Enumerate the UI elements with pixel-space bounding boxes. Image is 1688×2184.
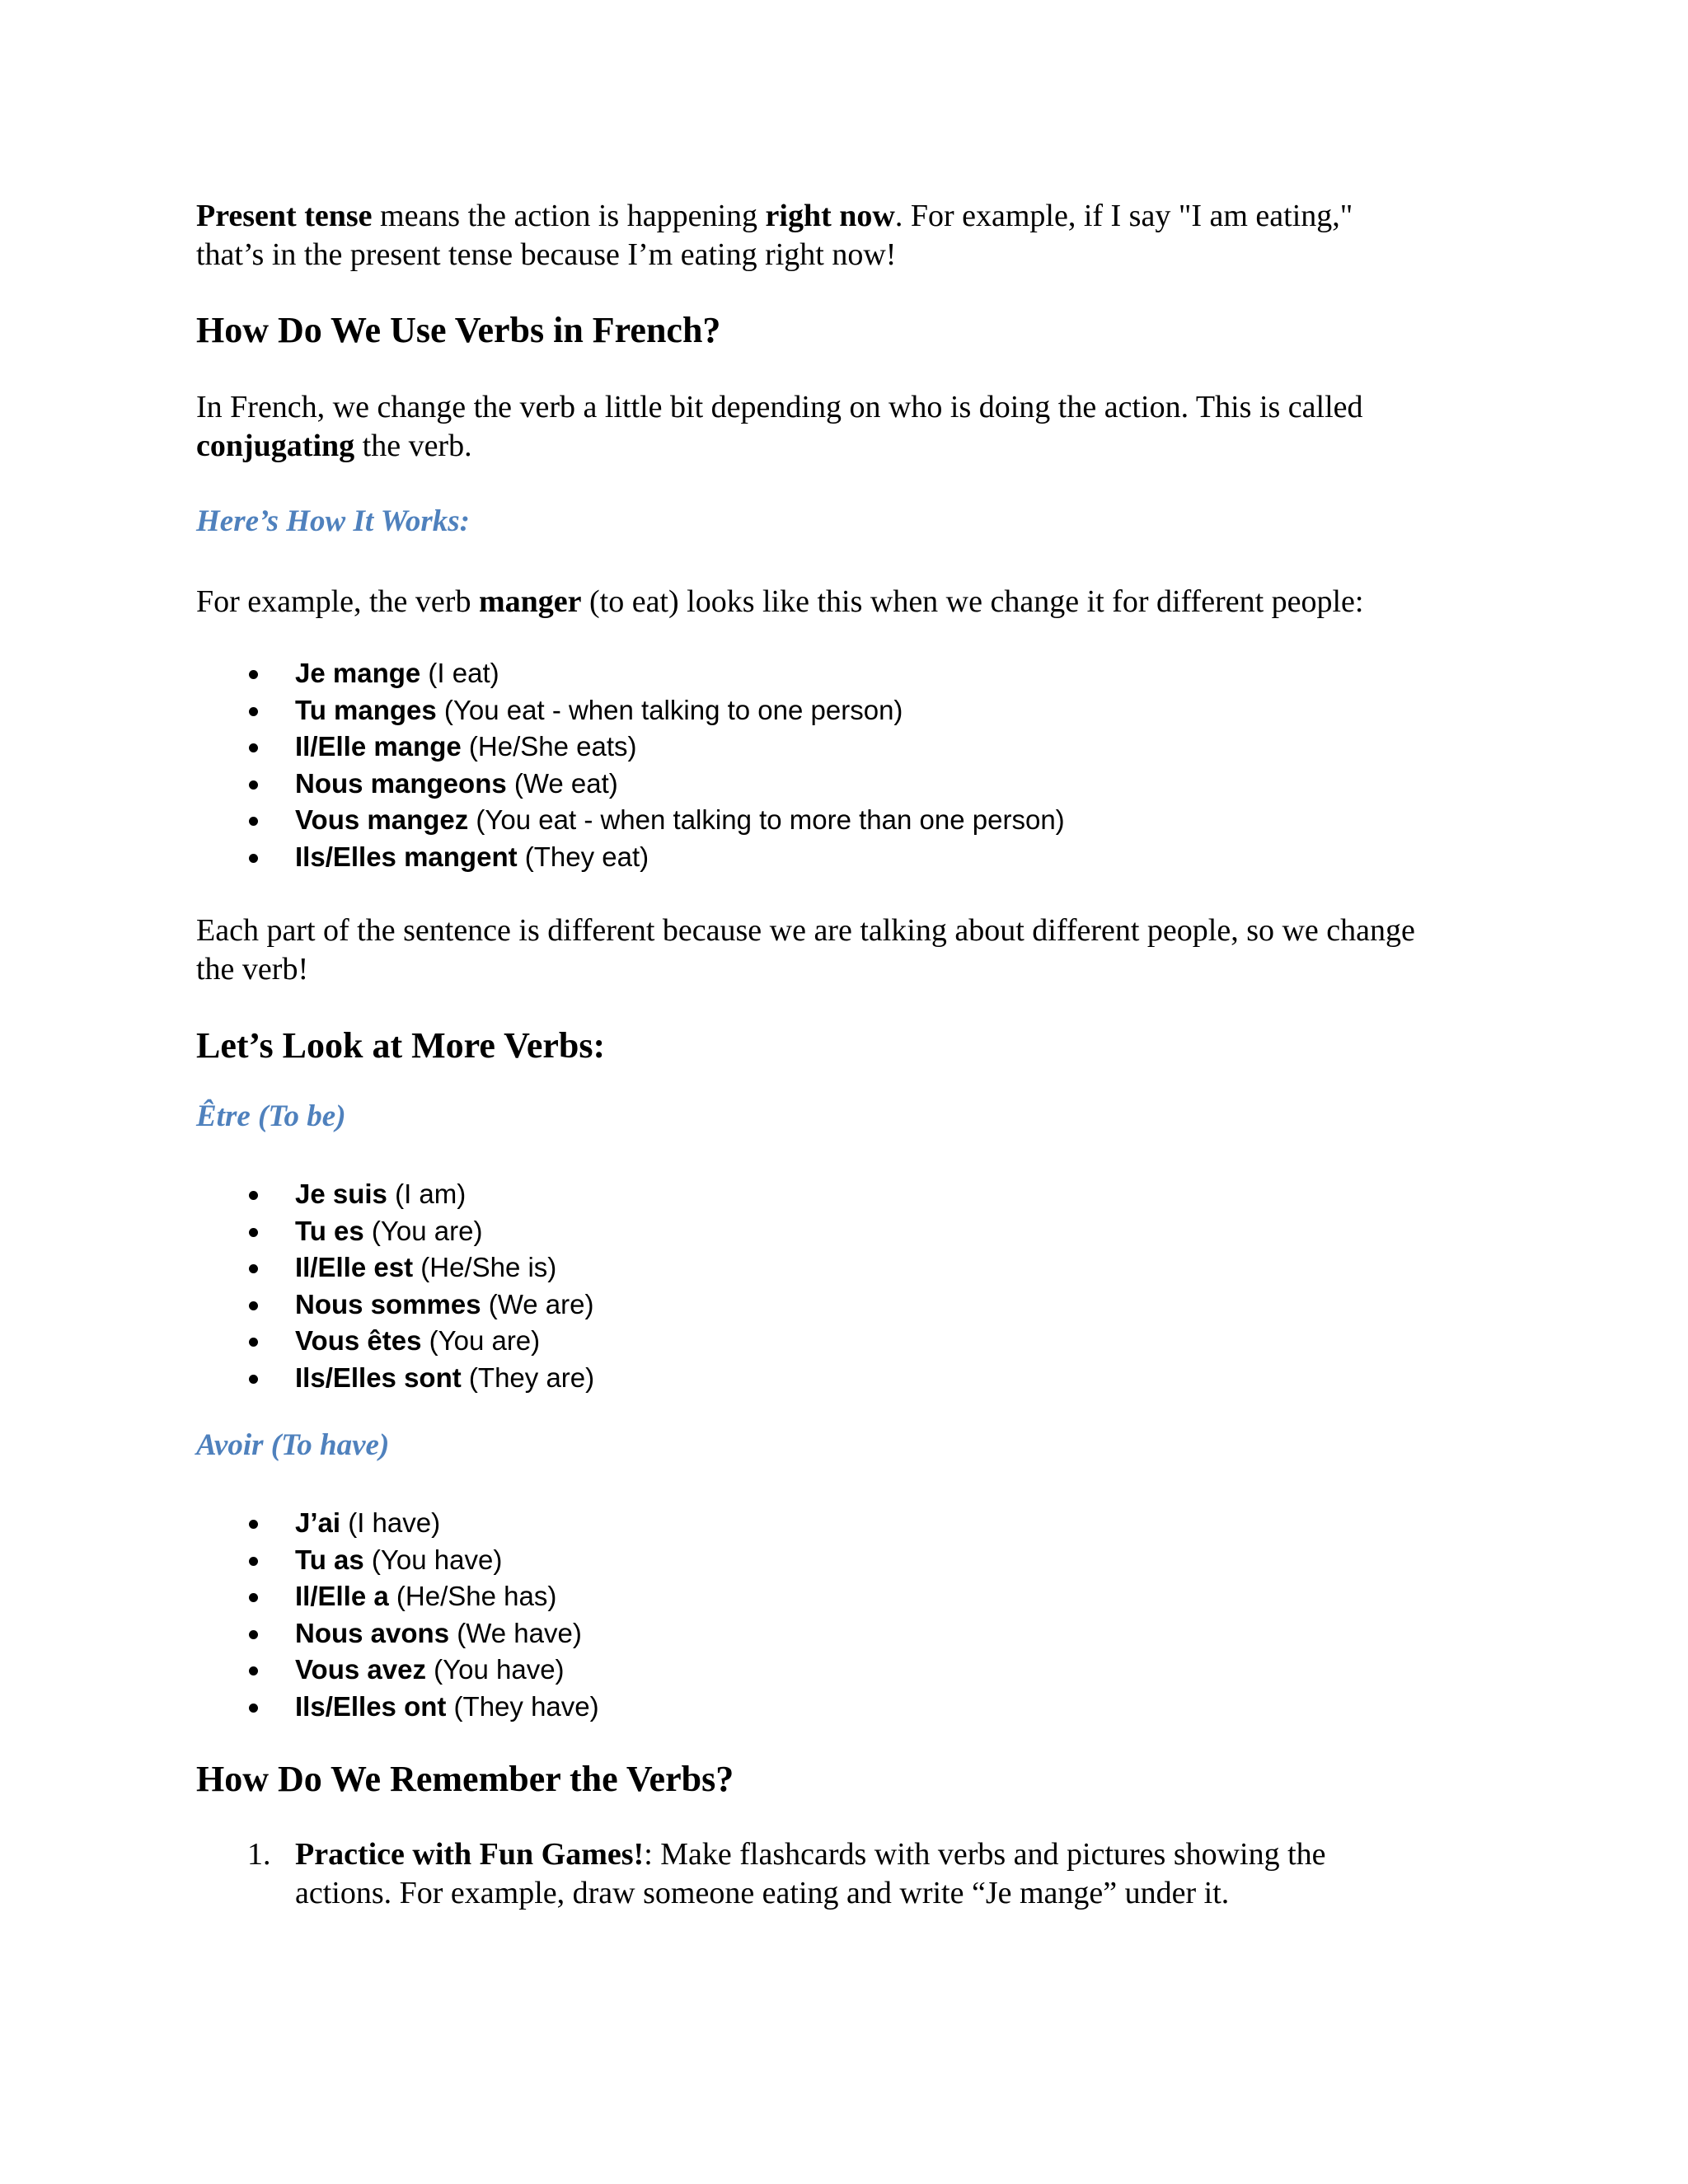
list-item: Il/Elle est (He/She is): [196, 1249, 1498, 1286]
list-item: Tu es (You are): [196, 1213, 1498, 1250]
bullet-icon: [249, 1630, 258, 1639]
bullet-icon: [249, 1338, 258, 1347]
list-item: Vous êtes (You are): [196, 1323, 1498, 1360]
avoir-conjugation-list: [196, 1505, 1498, 1725]
conjugating-paragraph: In French, we change the verb a little bit depending on who is doing the action. This is called conjugating the verb.: [196, 390, 1363, 463]
bullet-icon: [249, 707, 258, 716]
tips-list: [196, 1835, 1498, 1913]
bullet-icon: [249, 1704, 258, 1713]
bullet-icon: [249, 670, 258, 679]
bullet-icon: [249, 1375, 258, 1384]
list-item: 1. Practice with Fun Games!: Make flashcards with verbs and pictures showing the actions. For example, draw someone eating and write “Je mange” under it.: [247, 1837, 1326, 1910]
bullet-icon: [249, 1557, 258, 1566]
list-item: Ils/Elles ont (They have): [196, 1689, 1498, 1726]
bullet-icon: [249, 1191, 258, 1200]
intro-paragraph: Present tense means the action is happening right now. For example, if I say "I am eating," that’s in the present tense because I’m eating right now!: [196, 199, 1353, 272]
subheading-how-it-works: Here’s How It Works:: [196, 504, 470, 538]
bullet-icon: [249, 1593, 258, 1602]
list-item: Vous avez (You have): [196, 1652, 1498, 1689]
list-item: Tu manges (You eat - when talking to one person): [196, 692, 1498, 729]
list-item: Je suis (I am): [196, 1176, 1498, 1213]
etre-conjugation-list: [196, 1176, 1498, 1396]
subheading-etre: Être (To be): [196, 1099, 346, 1133]
list-item: Il/Elle a (He/She has): [196, 1578, 1498, 1615]
list-item: Nous avons (We have): [196, 1615, 1498, 1652]
list-item: Tu as (You have): [196, 1542, 1498, 1579]
section-heading-remember-verbs: How Do We Remember the Verbs?: [196, 1759, 734, 1799]
list-item: Vous mangez (You eat - when talking to more than one person): [196, 802, 1498, 839]
document-page: [196, 183, 1498, 1913]
list-item: Je mange (I eat): [196, 655, 1498, 692]
manger-intro-paragraph: For example, the verb manger (to eat) looks like this when we change it for different people:: [196, 584, 1364, 619]
list-item: Ils/Elles mangent (They eat): [196, 839, 1498, 876]
each-part-paragraph: Each part of the sentence is different because we are talking about different people, so we change the verb!: [196, 913, 1415, 987]
list-item: Ils/Elles sont (They are): [196, 1360, 1498, 1397]
term-conjugating: conjugating: [196, 429, 355, 463]
bullet-icon: [249, 817, 258, 826]
term-right-now: right now: [765, 199, 895, 233]
manger-conjugation-list: [196, 655, 1498, 875]
list-item: Il/Elle mange (He/She eats): [196, 729, 1498, 766]
term-manger: manger: [478, 584, 582, 619]
tip-title: Practice with Fun Games!: [295, 1837, 645, 1872]
section-heading-use-verbs: How Do We Use Verbs in French?: [196, 310, 721, 350]
bullet-icon: [249, 743, 258, 752]
bullet-icon: [249, 1264, 258, 1273]
subheading-avoir: Avoir (To have): [196, 1428, 390, 1462]
bullet-icon: [249, 1301, 258, 1310]
list-item: J’ai (I have): [196, 1505, 1498, 1542]
list-item: Nous mangeons (We eat): [196, 766, 1498, 803]
bullet-icon: [249, 854, 258, 863]
bullet-icon: [249, 780, 258, 790]
list-number: 1.: [247, 1837, 271, 1872]
bullet-icon: [249, 1228, 258, 1237]
bullet-icon: [249, 1666, 258, 1675]
term-present-tense: Present tense: [196, 199, 373, 233]
bullet-icon: [249, 1520, 258, 1529]
list-item: Nous sommes (We are): [196, 1286, 1498, 1324]
section-heading-more-verbs: Let’s Look at More Verbs:: [196, 1025, 606, 1066]
